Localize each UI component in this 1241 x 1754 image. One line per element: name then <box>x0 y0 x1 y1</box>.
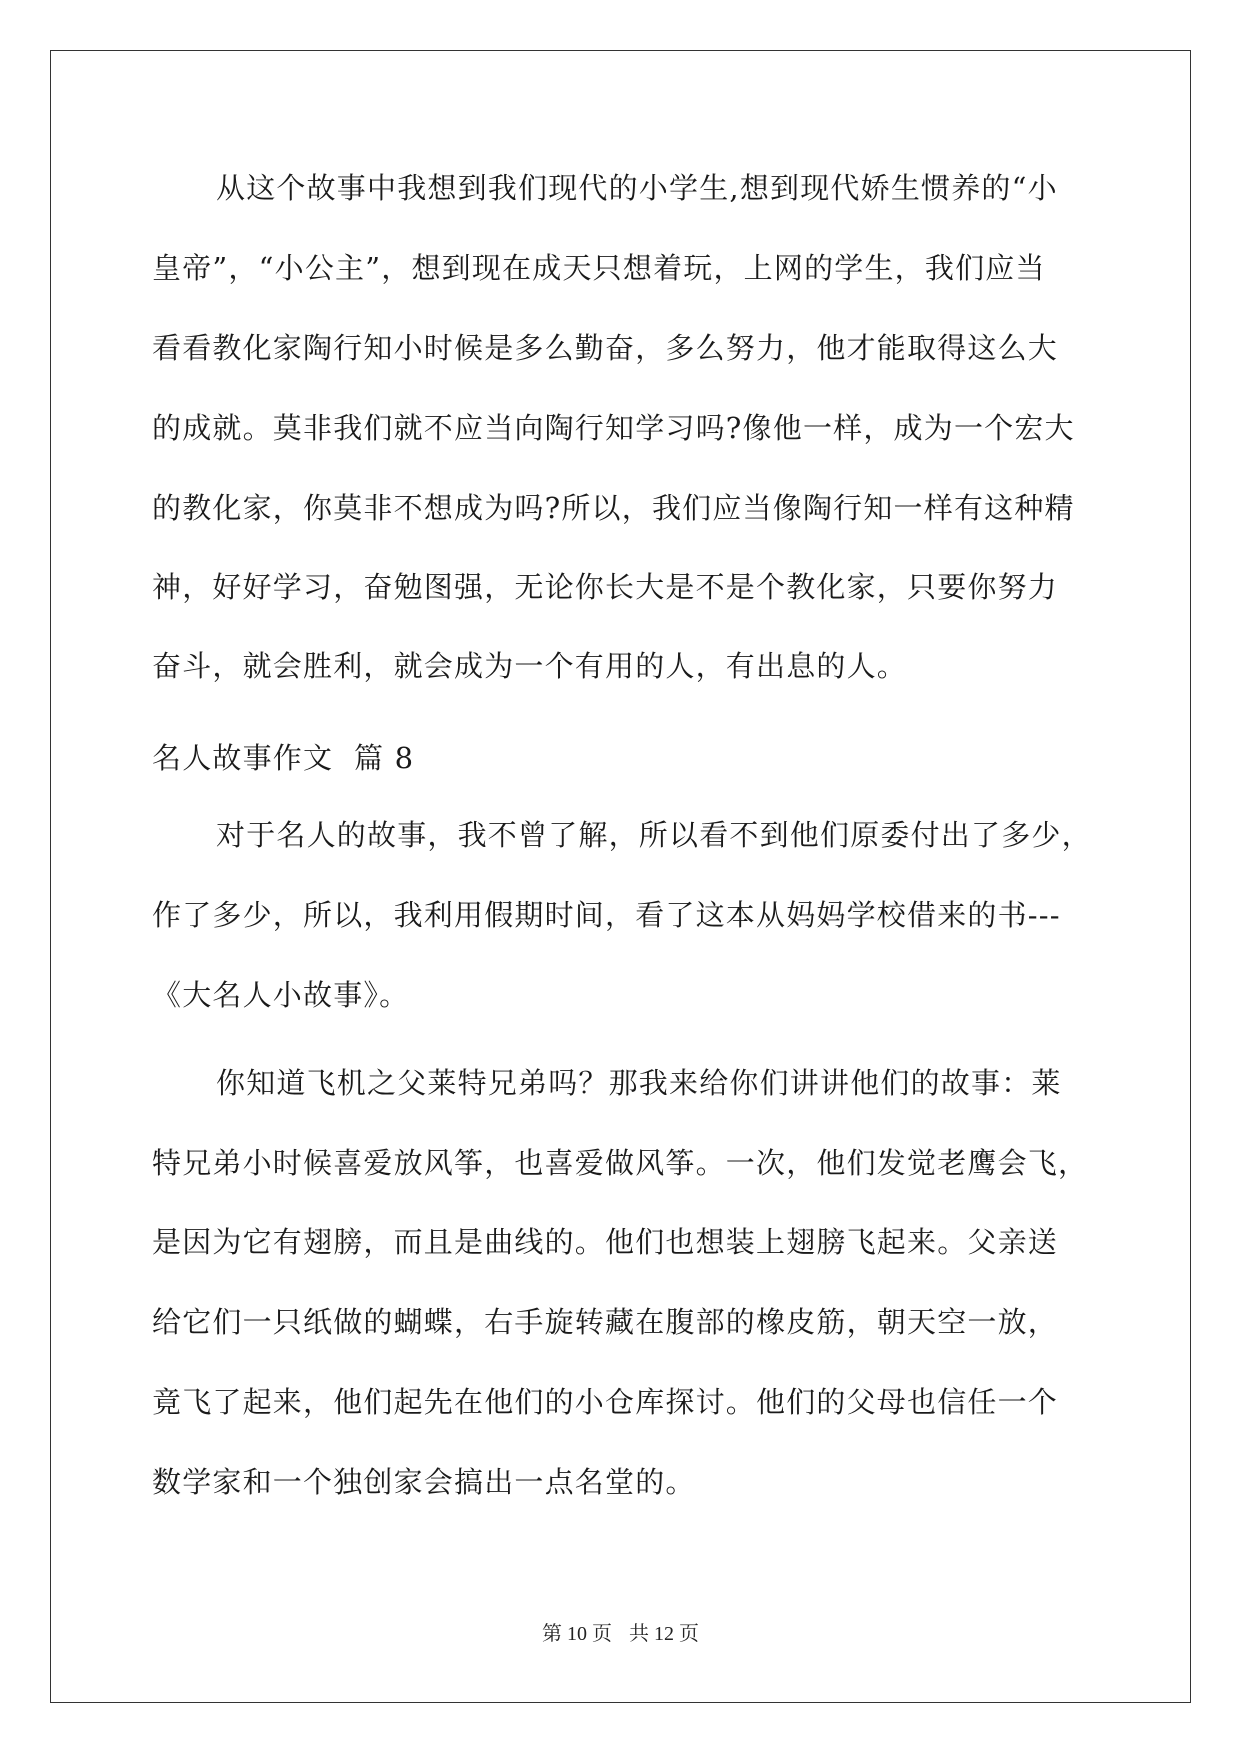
paragraph-line: 《大名人小故事》。 <box>152 978 410 1012</box>
page-border <box>50 50 1191 1703</box>
paragraph-line: 竟飞了起来，他们起先在他们的小仓库探讨。他们的父母也信任一个 <box>152 1385 1059 1419</box>
paragraph-line: 看看教化家陶行知小时候是多么勤奋，多么努力，他才能取得这么大 <box>152 331 1059 365</box>
page-footer <box>0 1617 1241 1646</box>
section-heading: 名人故事作文 篇 8 <box>152 741 415 775</box>
paragraph-line: 奋斗，就会胜利，就会成为一个有用的人，有出息的人。 <box>152 649 908 683</box>
paragraph-line: 数学家和一个独创家会搞出一点名堂的。 <box>152 1465 696 1499</box>
paragraph-line: 作了多少，所以，我利用假期时间，看了这本从妈妈学校借来的书--- <box>152 898 1061 932</box>
paragraph-line: 你知道飞机之父莱特兄弟吗？那我来给你们讲讲他们的故事：莱 <box>216 1066 1062 1100</box>
page-number-total: 共 12 页 <box>629 1623 699 1645</box>
paragraph-line: 对于名人的故事，我不曾了解，所以看不到他们原委付出了多少， <box>216 818 1092 852</box>
page-number-current: 第 10 页 <box>542 1623 612 1645</box>
paragraph-line: 特兄弟小时候喜爱放风筝，也喜爱做风筝。一次，他们发觉老鹰会飞， <box>152 1146 1089 1180</box>
paragraph-line: 的成就。莫非我们就不应当向陶行知学习吗?像他一样，成为一个宏大 <box>152 411 1075 445</box>
paragraph-line: 给它们一只纸做的蝴蝶，右手旋转藏在腹部的橡皮筋，朝天空一放， <box>152 1305 1059 1339</box>
paragraph-line: 的教化家，你莫非不想成为吗?所以，我们应当像陶行知一样有这种精 <box>152 491 1075 525</box>
paragraph-line: 神，好好学习，奋勉图强，无论你长大是不是个教化家，只要你努力 <box>152 570 1059 604</box>
paragraph-line: 皇帝”，“小公主”，想到现在成天只想着玩，上网的学生，我们应当 <box>152 251 1046 285</box>
paragraph-line: 从这个故事中我想到我们现代的小学生,想到现代娇生惯养的“小 <box>216 171 1058 205</box>
paragraph-line: 是因为它有翅膀，而且是曲线的。他们也想装上翅膀飞起来。父亲送 <box>152 1225 1059 1259</box>
